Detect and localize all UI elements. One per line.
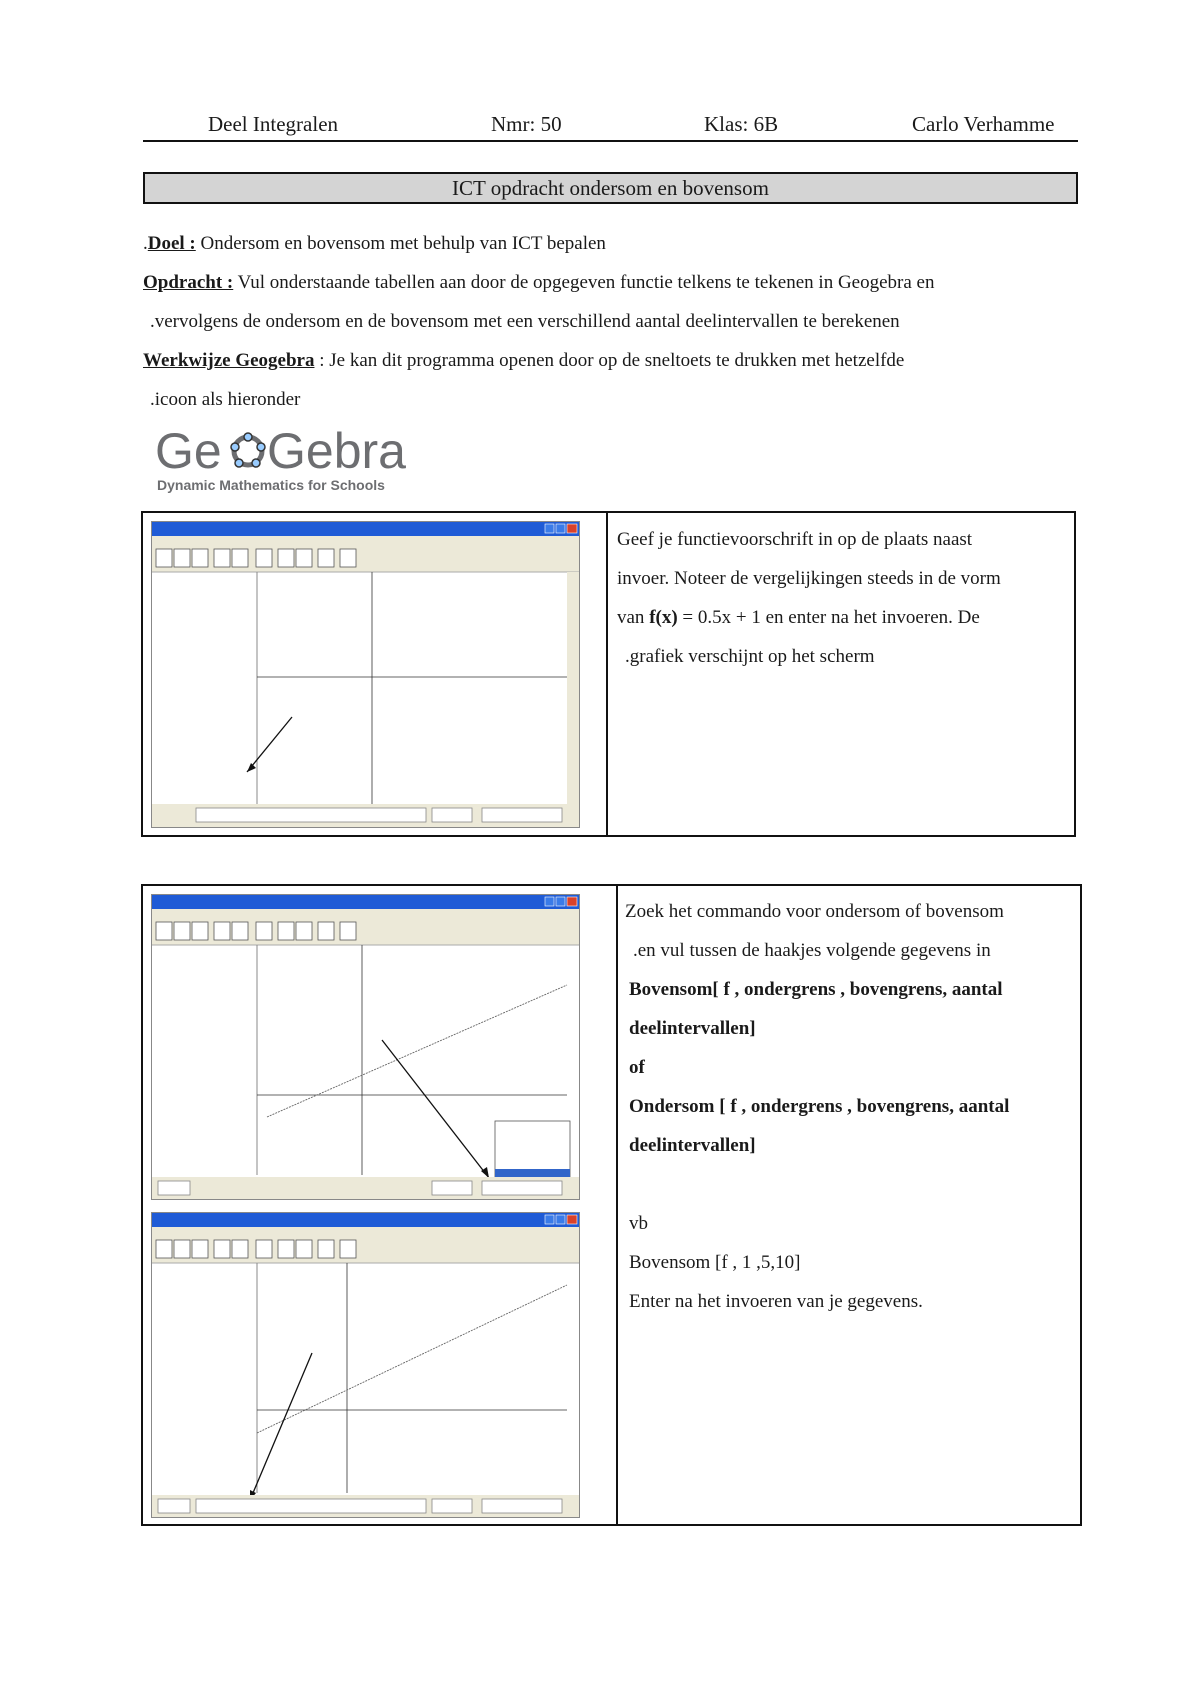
table-1-line-3 — [617, 598, 980, 637]
page-title: ICT opdracht ondersom en bovensom — [143, 172, 1078, 204]
table-2-line-2: .en vul tussen de haakjes volgende gegevens in — [633, 940, 991, 961]
header-author: Carlo Verhamme — [912, 112, 1055, 136]
doel-prefix: . — [143, 233, 148, 254]
werkwijze-text-line2: .icoon als hieronder — [150, 389, 301, 410]
bovensom-syntax-line-1: Bovensom[ f , ondergrens , bovengrens, aantal — [629, 979, 1003, 1000]
doel-paragraph — [143, 232, 606, 256]
table-2-divider — [616, 884, 618, 1526]
table-1-line-2: invoer. Noteer de vergelijkingen steeds in de vorm — [617, 568, 1001, 589]
table-1-divider — [606, 511, 608, 837]
table-2-line-1: Zoek het commando voor ondersom of bovensom — [625, 901, 1004, 922]
werkwijze-paragraph — [143, 349, 904, 373]
header-divider — [143, 140, 1078, 142]
table-1-line-3-post: = 0.5x + 1 en enter na het invoeren. De — [677, 607, 980, 628]
geogebra-screenshot-1 — [151, 521, 580, 828]
table-1-line-3-pre: van — [617, 607, 650, 628]
doel-label: Doel : — [147, 233, 196, 254]
opdracht-text: Vul onderstaande tabellen aan door de opgegeven functie telkens te tekenen in Geogebra en — [233, 272, 935, 293]
geogebra-logo — [155, 420, 455, 500]
svg-text:Gebra: Gebra — [267, 423, 406, 479]
opdracht-paragraph — [143, 271, 934, 295]
ondersom-syntax-line-2: deelintervallen] — [629, 1135, 756, 1156]
or-label: of — [629, 1057, 645, 1078]
example-command: Bovensom [f , 1 ,5,10] — [629, 1252, 801, 1273]
svg-text:Dynamic Mathematics for School: Dynamic Mathematics for Schools — [157, 477, 385, 493]
example-label: vb — [629, 1213, 648, 1234]
header-number: Nmr: 50 — [491, 112, 562, 136]
function-notation: f(x) — [649, 607, 678, 628]
werkwijze-label: Werkwijze Geogebra — [143, 350, 315, 371]
svg-text:Ge: Ge — [155, 423, 222, 479]
opdracht-label: Opdracht : — [143, 272, 234, 293]
ondersom-syntax-line-1: Ondersom [ f , ondergrens , bovengrens, aantal — [629, 1096, 1010, 1117]
geogebra-screenshot-3 — [151, 1212, 580, 1518]
opdracht-text-line2: .vervolgens de ondersom en de bovensom met een verschillend aantal deelintervallen te berekenen — [150, 311, 900, 332]
geogebra-screenshot-2 — [151, 894, 580, 1200]
table-1-line-1: Geef je functievoorschrift in op de plaats naast — [617, 529, 973, 550]
table-1-line-4: .grafiek verschijnt op het scherm — [625, 646, 875, 667]
doel-text: Ondersom en bovensom met behulp van ICT bepalen — [195, 233, 606, 254]
header-title: Deel Integralen — [208, 112, 339, 136]
bovensom-syntax-line-2: deelintervallen] — [629, 1018, 756, 1039]
enter-instruction: Enter na het invoeren van je gegevens. — [629, 1291, 923, 1312]
header-class: Klas: 6B — [704, 112, 779, 136]
werkwijze-text: : Je kan dit programma openen door op de sneltoets te drukken met hetzelfde — [314, 350, 905, 371]
